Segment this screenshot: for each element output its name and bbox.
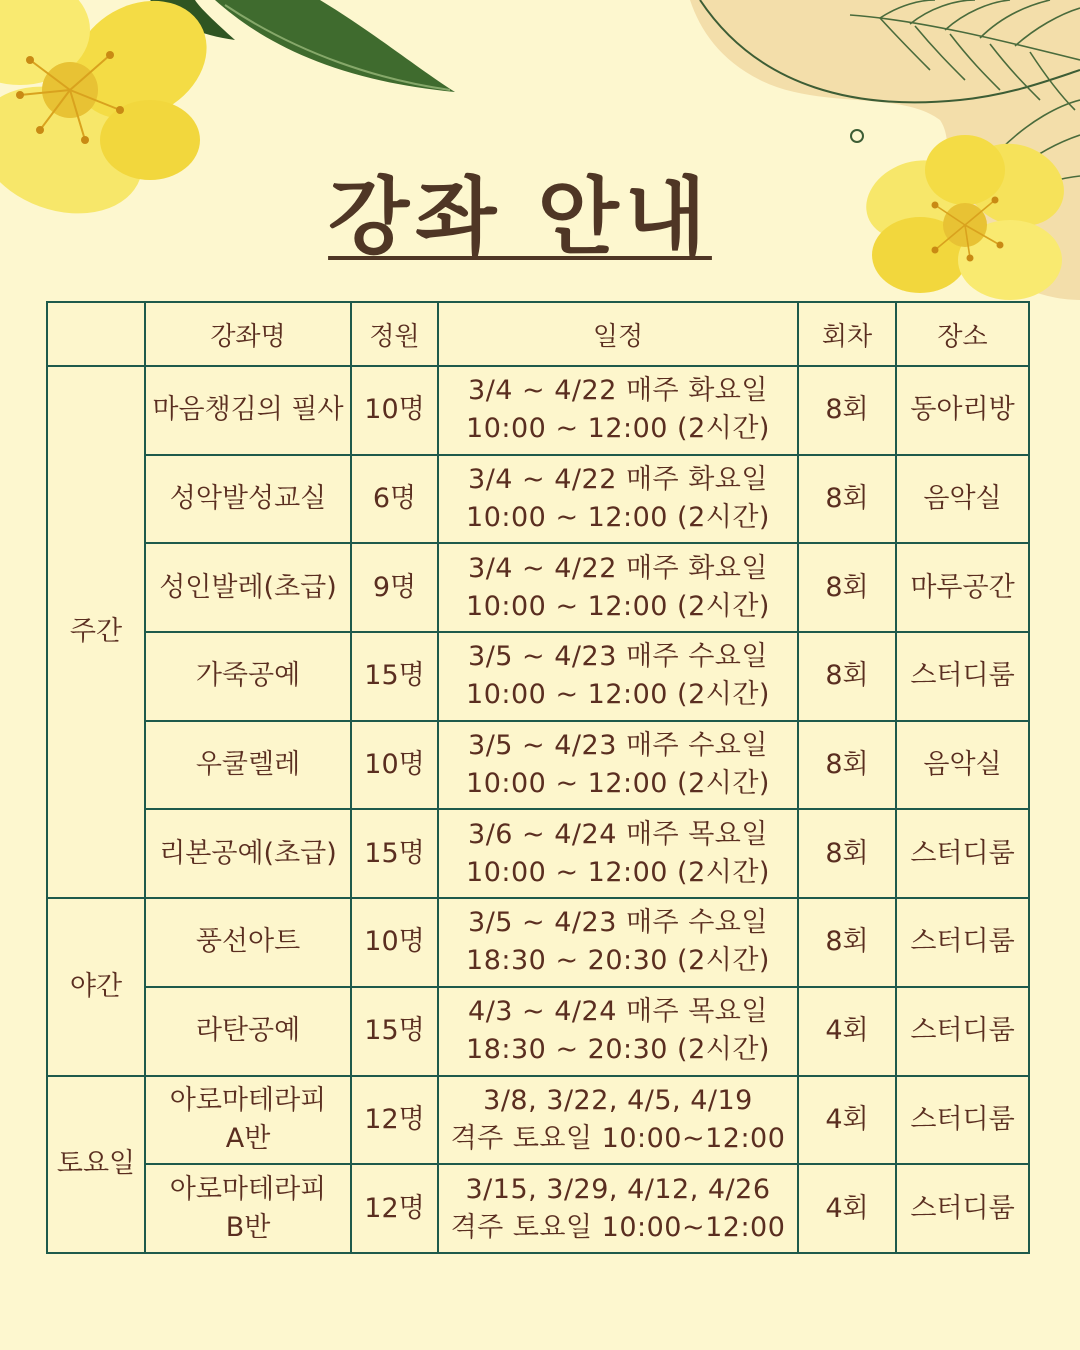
table-header-row — [47, 302, 1029, 366]
schedule-cell — [438, 1164, 798, 1253]
course-name-cell — [145, 455, 351, 544]
place-cell: 스터디룸 — [896, 1076, 1029, 1165]
page-title: 강좌 안내 — [328, 168, 712, 266]
schedule-line: 3/5 ~ 4/23 매주 수요일 — [468, 907, 768, 939]
schedule-line: 3/4 ~ 4/22 매주 화요일 — [468, 375, 768, 407]
leaf-icon — [215, 0, 455, 92]
group-label: 야간 — [47, 898, 145, 1075]
course-name-cell — [145, 1164, 351, 1253]
schedule-line: 3/15, 3/29, 4/12, 4/26 — [465, 1173, 771, 1205]
schedule-line: 3/5 ~ 4/23 매주 수요일 — [468, 641, 768, 673]
table-row — [47, 721, 1029, 810]
table-row — [47, 632, 1029, 721]
table-row — [47, 366, 1029, 455]
place-cell: 스터디룸 — [896, 1164, 1029, 1253]
capacity-cell: 9명 — [351, 543, 438, 632]
schedule-line: 10:00 ~ 12:00 (2시간) — [466, 679, 770, 711]
course-name-cell — [145, 987, 351, 1076]
schedule-line: 10:00 ~ 12:00 (2시간) — [466, 856, 770, 888]
place-cell: 마루공간 — [896, 543, 1029, 632]
header-sessions: 회차 — [798, 302, 896, 366]
schedule-cell — [438, 543, 798, 632]
course-name: 아로마테라피 — [169, 1173, 327, 1205]
schedule-line: 3/6 ~ 4/24 매주 목요일 — [468, 818, 768, 850]
schedule-cell — [438, 721, 798, 810]
schedule-line: 10:00 ~ 12:00 (2시간) — [466, 413, 770, 445]
capacity-cell: 6명 — [351, 455, 438, 544]
table-row — [47, 455, 1029, 544]
course-name: 라탄공예 — [195, 1015, 301, 1047]
group-label: 토요일 — [47, 1076, 145, 1254]
course-name: 성악발성교실 — [169, 483, 327, 515]
schedule-cell — [438, 1076, 798, 1165]
schedule-line: 4/3 ~ 4/24 매주 목요일 — [468, 996, 768, 1028]
capacity-cell: 15명 — [351, 632, 438, 721]
schedule-cell — [438, 366, 798, 455]
course-name: 가죽공예 — [195, 660, 301, 692]
place-cell: 스터디룸 — [896, 632, 1029, 721]
sessions-cell: 4회 — [798, 1076, 896, 1165]
schedule-line: 격주 토요일 10:00~12:00 — [450, 1211, 786, 1243]
small-circle-dot — [851, 130, 863, 142]
capacity-cell: 15명 — [351, 987, 438, 1076]
course-name: 풍선아트 — [195, 926, 301, 958]
course-name-cell — [145, 721, 351, 810]
schedule-line: 18:30 ~ 20:30 (2시간) — [466, 1034, 770, 1066]
course-name-cell — [145, 632, 351, 721]
schedule-cell — [438, 809, 798, 898]
schedule-line: 18:30 ~ 20:30 (2시간) — [466, 945, 770, 977]
sessions-cell: 8회 — [798, 632, 896, 721]
header-schedule: 일정 — [438, 302, 798, 366]
course-name: 우쿨렐레 — [195, 749, 301, 781]
course-name-cell — [145, 366, 351, 455]
sessions-cell: 8회 — [798, 455, 896, 544]
group-label: 주간 — [47, 366, 145, 898]
capacity-cell: 10명 — [351, 898, 438, 987]
sessions-cell: 8회 — [798, 543, 896, 632]
table-row — [47, 809, 1029, 898]
capacity-cell: 12명 — [351, 1164, 438, 1253]
table-row — [47, 1164, 1029, 1253]
capacity-cell: 10명 — [351, 721, 438, 810]
table-row — [47, 543, 1029, 632]
header-course-name: 강좌명 — [145, 302, 351, 366]
course-name: 성인발레(초급) — [159, 571, 337, 603]
schedule-cell — [438, 632, 798, 721]
schedule-line: 3/4 ~ 4/22 매주 화요일 — [468, 552, 768, 584]
course-name-cell — [145, 809, 351, 898]
schedule-cell — [438, 455, 798, 544]
place-cell: 음악실 — [896, 455, 1029, 544]
sessions-cell: 4회 — [798, 987, 896, 1076]
schedule-line: 3/4 ~ 4/22 매주 화요일 — [468, 464, 768, 496]
course-name-cell — [145, 1076, 351, 1165]
schedule-cell — [438, 987, 798, 1076]
course-name: 마음챙김의 필사 — [152, 394, 344, 426]
place-cell: 동아리방 — [896, 366, 1029, 455]
capacity-cell: 10명 — [351, 366, 438, 455]
course-name: A반 — [225, 1122, 271, 1154]
capacity-cell: 12명 — [351, 1076, 438, 1165]
sessions-cell: 4회 — [798, 1164, 896, 1253]
course-table — [46, 301, 1030, 1254]
sessions-cell: 8회 — [798, 366, 896, 455]
sessions-cell: 8회 — [798, 809, 896, 898]
schedule-line: 3/5 ~ 4/23 매주 수요일 — [468, 730, 768, 762]
table-row — [47, 987, 1029, 1076]
header-group — [47, 302, 145, 366]
capacity-cell: 15명 — [351, 809, 438, 898]
schedule-line: 격주 토요일 10:00~12:00 — [450, 1122, 786, 1154]
place-cell: 음악실 — [896, 721, 1029, 810]
header-capacity: 정원 — [351, 302, 438, 366]
place-cell: 스터디룸 — [896, 809, 1029, 898]
course-name: B반 — [225, 1211, 271, 1243]
schedule-line: 10:00 ~ 12:00 (2시간) — [466, 502, 770, 534]
sessions-cell: 8회 — [798, 898, 896, 987]
table-row — [47, 1076, 1029, 1165]
sessions-cell: 8회 — [798, 721, 896, 810]
header-place: 장소 — [896, 302, 1029, 366]
schedule-line: 10:00 ~ 12:00 (2시간) — [466, 590, 770, 622]
course-name-cell — [145, 898, 351, 987]
course-name: 리본공예(초급) — [159, 837, 337, 869]
place-cell: 스터디룸 — [896, 987, 1029, 1076]
place-cell: 스터디룸 — [896, 898, 1029, 987]
course-name: 아로마테라피 — [169, 1084, 327, 1116]
course-name-cell — [145, 543, 351, 632]
schedule-cell — [438, 898, 798, 987]
schedule-line: 10:00 ~ 12:00 (2시간) — [466, 768, 770, 800]
schedule-line: 3/8, 3/22, 4/5, 4/19 — [483, 1084, 753, 1116]
table-row — [47, 898, 1029, 987]
